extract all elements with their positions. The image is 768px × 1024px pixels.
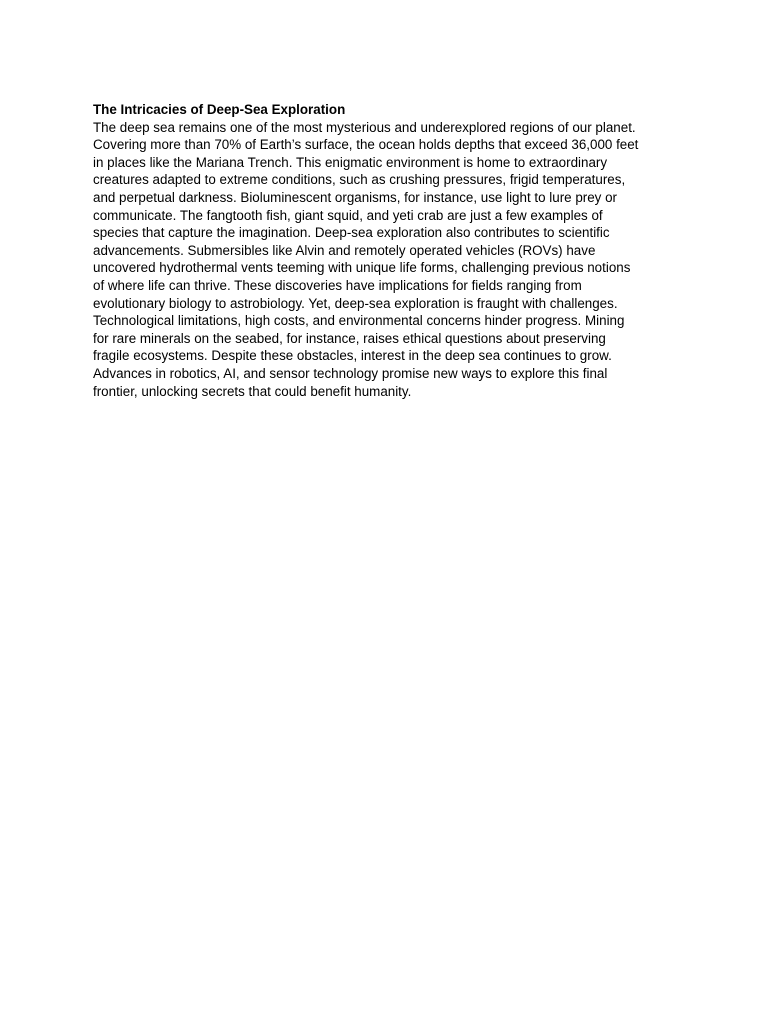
paragraph-line: for rare minerals on the seabed, for instance, raises ethical questions about preserving — [93, 330, 606, 346]
paragraph-line: communicate. The fangtooth fish, giant squid, and yeti crab are just a few examples of — [93, 207, 603, 223]
paragraph-line: evolutionary biology to astrobiology. Yet, deep-sea exploration is fraught with challenges. — [93, 295, 618, 311]
paragraph-line: Technological limitations, high costs, and environmental concerns hinder progress. Mining — [93, 313, 625, 329]
paragraph-line: uncovered hydrothermal vents teeming with unique life forms, challenging previous notions — [93, 260, 631, 276]
paragraph-line: creatures adapted to extreme conditions, such as crushing pressures, frigid temperatures, — [93, 172, 626, 188]
paragraph-line: frontier, unlocking secrets that could benefit humanity. — [93, 383, 412, 399]
paragraph-line: advancements. Submersibles like Alvin and remotely operated vehicles (ROVs) have — [93, 242, 596, 258]
paragraph-line: fragile ecosystems. Despite these obstacles, interest in the deep sea continues to grow. — [93, 348, 612, 364]
document-content — [93, 101, 678, 400]
paragraph-line: in places like the Mariana Trench. This enigmatic environment is home to extraordinary — [93, 154, 608, 170]
paragraph-line: Advances in robotics, AI, and sensor technology promise new ways to explore this final — [93, 365, 608, 381]
paragraph-line: and perpetual darkness. Bioluminescent organisms, for instance, use light to lure prey or — [93, 189, 618, 205]
paragraph-line: The deep sea remains one of the most mysterious and underexplored regions of our planet. — [93, 119, 636, 135]
paragraph-line: species that capture the imagination. Deep-sea exploration also contributes to scientific — [93, 225, 610, 241]
document-paragraph — [93, 119, 678, 401]
document-title: The Intricacies of Deep-Sea Exploration — [93, 102, 346, 117]
paragraph-line: Covering more than 70% of Earth’s surface, the ocean holds depths that exceed 36,000 feet — [93, 137, 639, 153]
paragraph-line: of where life can thrive. These discoveries have implications for fields ranging from — [93, 277, 582, 293]
